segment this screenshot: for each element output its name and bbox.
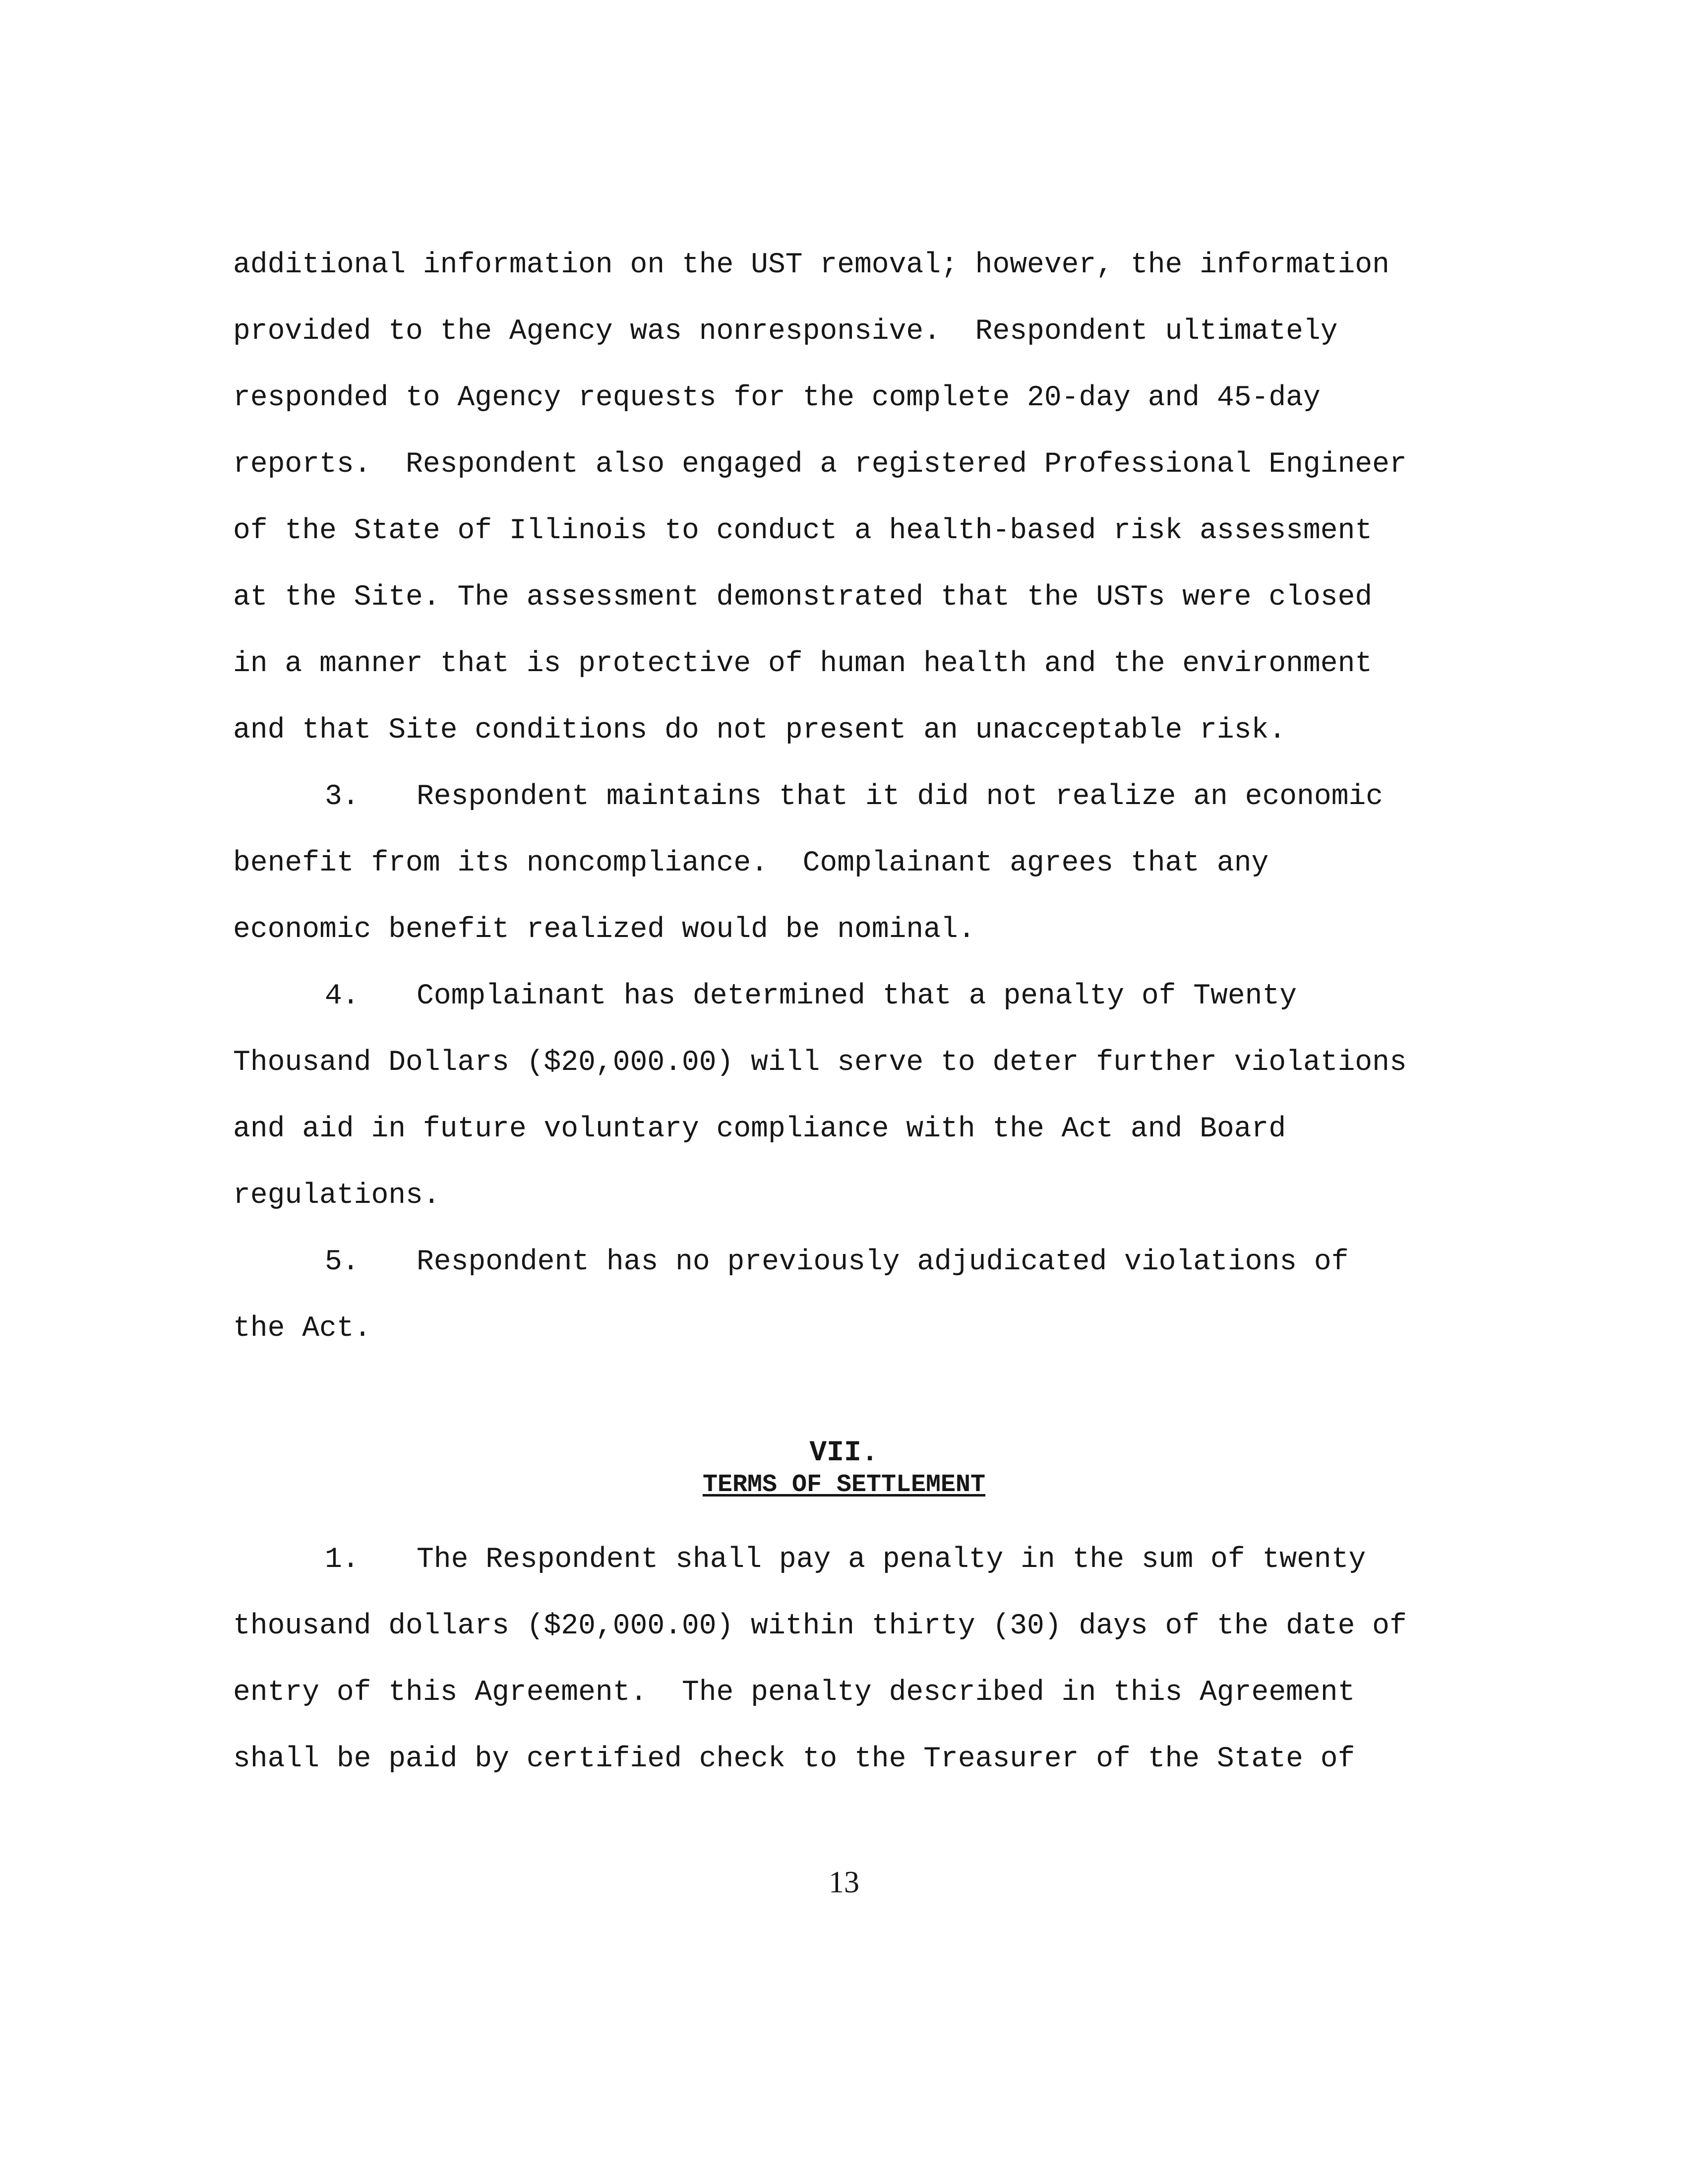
section-numeral: VII. [809, 1437, 879, 1469]
body-text-line: regulations. [233, 1180, 440, 1212]
body-text-line: Thousand Dollars ($20,000.00) will serve to deter further violations [233, 1047, 1407, 1079]
body-text-line: entry of this Agreement. The penalty described in this Agreement [233, 1677, 1355, 1709]
body-text-line: at the Site. The assessment demonstrated that the USTs were closed [233, 581, 1373, 614]
paragraph-number: 4. [325, 980, 360, 1012]
body-text-line: provided to the Agency was nonresponsive. Respondent ultimately [233, 315, 1338, 348]
section-title: TERMS OF SETTLEMENT [702, 1471, 986, 1499]
body-text-line: and that Site conditions do not present an unacceptable risk. [233, 714, 1286, 747]
body-text-line: shall be paid by certified check to the Treasurer of the State of [233, 1743, 1355, 1775]
body-text-line: and aid in future voluntary compliance with the Act and Board [233, 1113, 1286, 1145]
body-text-line: responded to Agency requests for the complete 20-day and 45-day [233, 382, 1321, 414]
paragraph-number: 1. [325, 1544, 360, 1576]
body-text-line: of the State of Illinois to conduct a health-based risk assessment [233, 515, 1373, 547]
body-text-line: additional information on the UST removal; however, the information [233, 249, 1389, 281]
body-text-line: in a manner that is protective of human health and the environment [233, 648, 1373, 680]
page-number: 13 [829, 1866, 859, 1899]
paragraph-4-first-line [325, 979, 1297, 1014]
paragraph-text: The Respondent shall pay a penalty in the sum of twenty [417, 1544, 1366, 1576]
paragraph-3-first-line [325, 780, 1383, 814]
paragraph-text: Respondent has no previously adjudicated violations of [417, 1246, 1349, 1278]
paragraph-5-first-line [325, 1245, 1349, 1280]
paragraph-text: Respondent maintains that it did not realize an economic [417, 781, 1384, 813]
body-text-line: thousand dollars ($20,000.00) within thirty (30) days of the date of [233, 1610, 1407, 1642]
paragraph-number: 5. [325, 1246, 360, 1278]
body-text-line: benefit from its noncompliance. Complainant agrees that any [233, 847, 1269, 879]
body-text-line: reports. Respondent also engaged a registered Professional Engineer [233, 448, 1407, 481]
paragraph-number: 3. [325, 781, 360, 813]
paragraph-text: Complainant has determined that a penalty of Twenty [417, 980, 1297, 1012]
settlement-paragraph-1-first-line [325, 1543, 1366, 1577]
body-text-line: economic benefit realized would be nominal. [233, 914, 975, 946]
body-text-line: the Act. [233, 1312, 371, 1345]
